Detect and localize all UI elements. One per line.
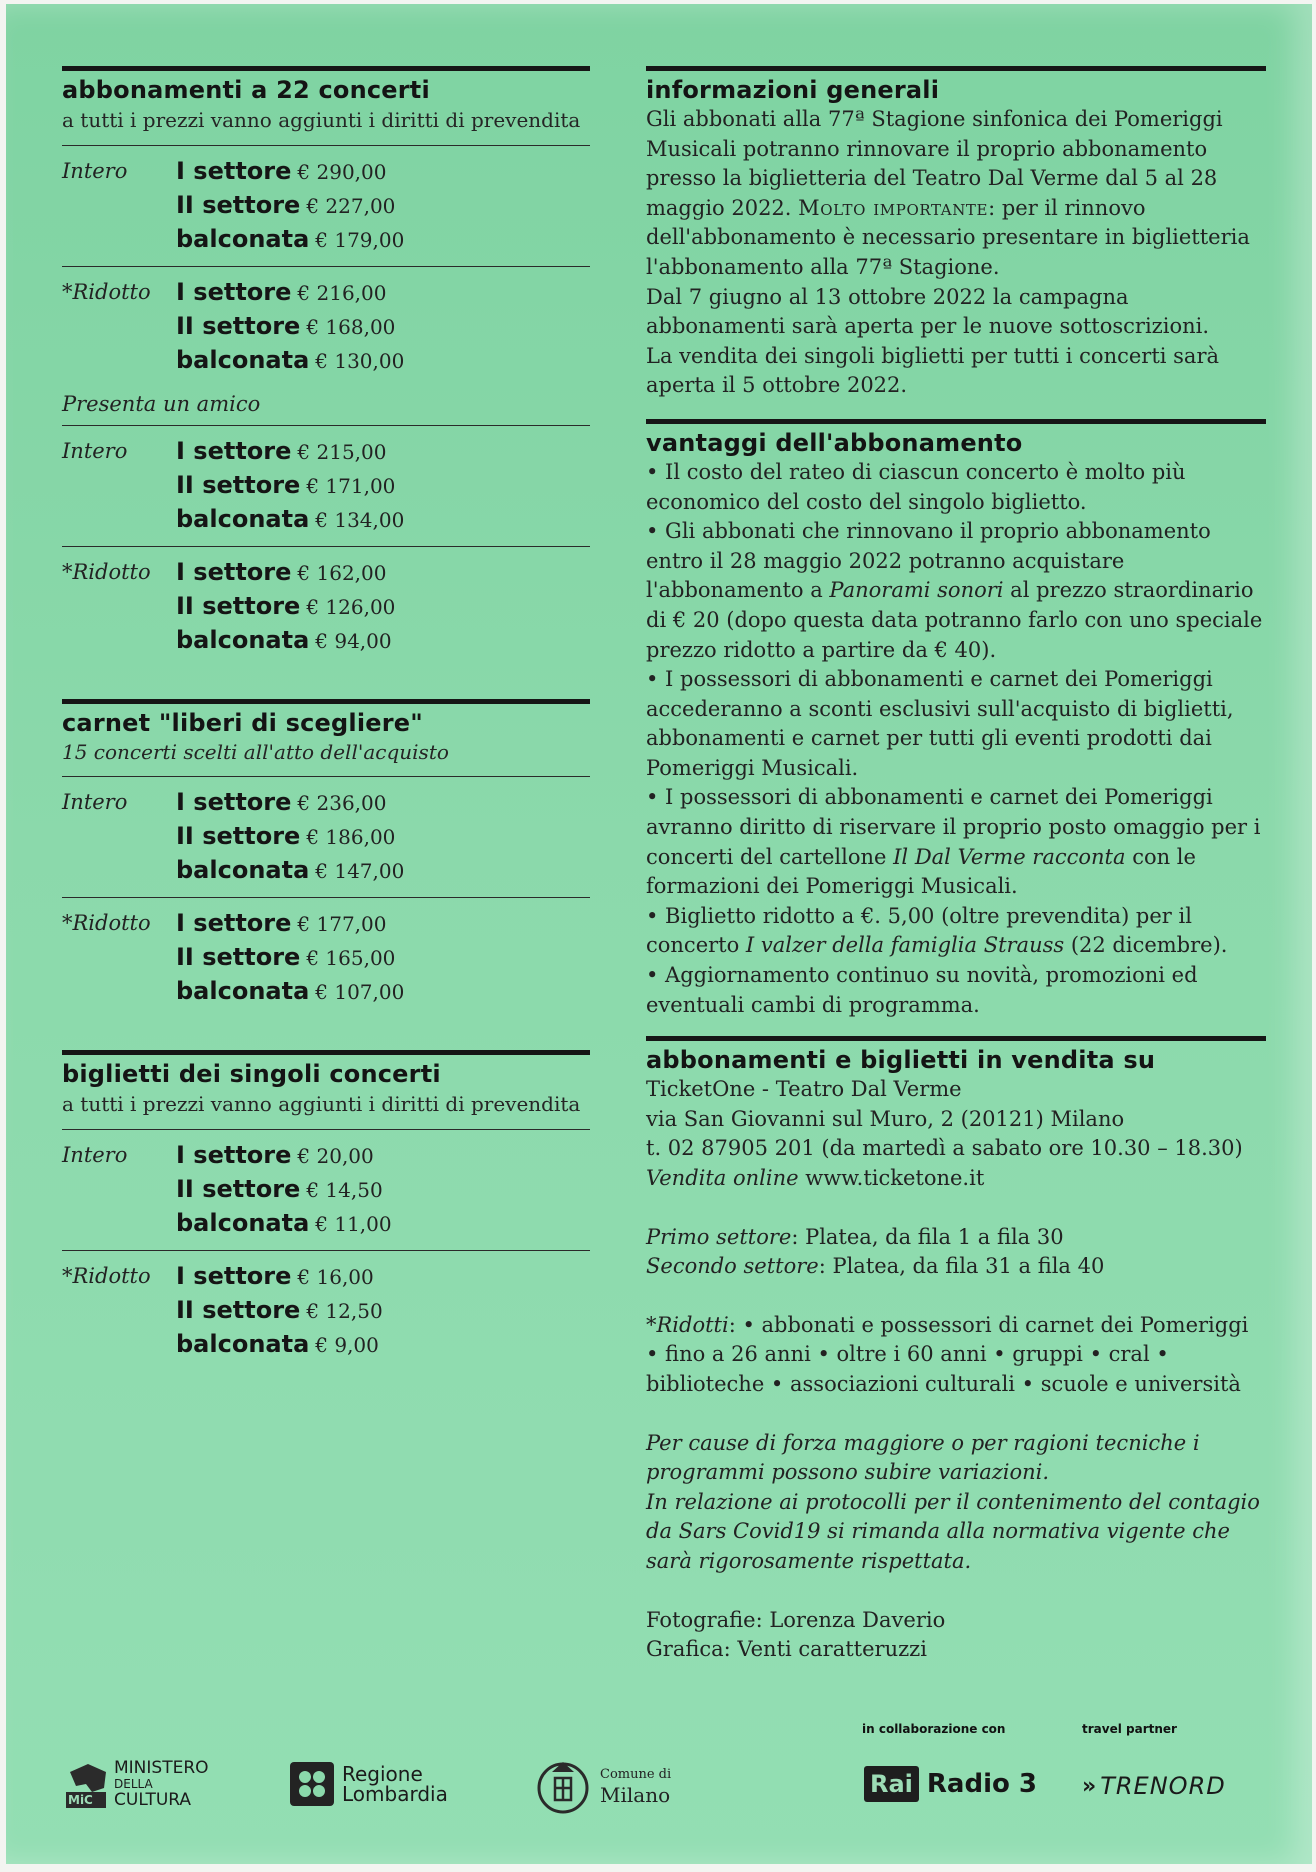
sector-desc: : Platea, da fila 31 a fila 40 [818, 1254, 1105, 1279]
sector-label: I settore [176, 437, 292, 465]
ministero-cultura-logo [64, 1758, 209, 1810]
comune-milano-logo [532, 1754, 671, 1816]
rai-radio3-logo [864, 1766, 1037, 1802]
price-label: Intero [62, 1143, 128, 1167]
price-value: € 215,00 [297, 440, 387, 464]
sector-info [646, 1252, 1266, 1282]
left-column [62, 66, 590, 1371]
sector-label: II settore [176, 191, 301, 219]
price-value: € 147,00 [315, 859, 405, 883]
sector-label: I settore [176, 558, 292, 586]
divider-thick [646, 419, 1266, 424]
bullet-item: • I possessori di abbonamenti e carnet dei Pomeriggi accederanno a sconti esclusivi sull'acquisto di biglietti, abbonamenti e carnet per tutti gli eventi prodotti dai Pomeriggi Musicali. [646, 667, 1234, 780]
section-title-abbonamenti: abbonamenti a 22 concerti [62, 76, 430, 104]
regione-line-1: Regione [342, 1762, 423, 1786]
price-value: € 165,00 [306, 946, 396, 970]
lombardia-rose-icon [290, 1762, 334, 1806]
sector-label: II settore [176, 943, 301, 971]
section-note: a tutti i prezzi vanno aggiunti i diritti di prevendita [62, 1092, 581, 1116]
sector-desc: : Platea, da fila 1 a fila 30 [791, 1224, 1064, 1249]
trenord-logo [1082, 1772, 1226, 1800]
ridotti-desc: : • abbonati e possessori di carnet dei Pomeriggi • fino a 26 anni • oltre i 60 anni • gruppi • cral • biblioteche • associazioni culturali • scuole e università [646, 1312, 1249, 1396]
bullet-text: (22 dicembre). [1064, 933, 1228, 958]
price-value: € 236,00 [297, 791, 387, 815]
sector-info [646, 1223, 1266, 1253]
sector-label: II settore [176, 312, 301, 340]
ridotti-info [646, 1311, 1266, 1400]
price-label: Intero [62, 790, 128, 814]
bullet-item [646, 902, 1266, 961]
trenord-wordmark: TRENORD [1100, 1772, 1226, 1800]
divider-thick [62, 699, 590, 704]
bullet-item: • Aggiornamento continuo su novità, promozioni ed eventuali cambi di programma. [646, 963, 1198, 1017]
divider-thick [646, 1036, 1266, 1041]
section-note: 15 concerti scelti all'atto dell'acquisto [62, 740, 449, 764]
price-value: € 14,50 [306, 1178, 383, 1202]
sector-label: balconata [176, 856, 310, 884]
radio3-label: Radio 3 [926, 1769, 1037, 1799]
regione-lombardia-logo [290, 1762, 448, 1806]
price-value: € 227,00 [306, 194, 396, 218]
price-value: € 168,00 [306, 315, 396, 339]
section-title-carnet: carnet "liberi di scegliere" [62, 709, 423, 737]
section-title-biglietti: biglietti dei singoli concerti [62, 1060, 441, 1088]
info-paragraph: La vendita dei singoli biglietti per tutti i concerti sarà aperta il 5 ottobre 2022. [646, 343, 1220, 398]
price-value: € 177,00 [297, 912, 387, 936]
divider-thick [646, 66, 1266, 71]
sector-label: II settore [176, 1175, 301, 1203]
collab-label: in collaborazione con [862, 1722, 1006, 1736]
price-label: Intero [62, 439, 128, 463]
sector-label: I settore [176, 278, 292, 306]
price-label: *Ridotto [62, 560, 151, 584]
info-paragraph [646, 105, 1266, 283]
price-value: € 94,00 [315, 629, 392, 653]
bullet-text: al prezzo straordinario di € 20 (dopo questa data potranno farlo con uno speciale prezzo ridotto a partire da € 40). [646, 578, 1263, 662]
sector-label: balconata [176, 1330, 310, 1358]
bullet-text: • Gli abbonati che rinnovano il proprio abbonamento entro il 28 maggio 2022 potranno acquistare l'abbonamento a [646, 519, 1211, 603]
bullet-item: • Il costo del rateo di ciascun concerto è molto più economico del costo del singolo biglietto. [646, 459, 1186, 514]
sector-label: balconata [176, 346, 310, 374]
travel-label: travel partner [1082, 1722, 1177, 1736]
bullet-title: Panorami sonori [829, 578, 1004, 603]
info-text: : per il rinnovo dell'abbonamento è necessario presentare in biglietteria l'abbonamento alla 77ª Stagione. [646, 195, 1250, 279]
price-block-intero-amico [62, 426, 590, 546]
covid-note: In relazione ai protocolli per il contenimento del contagio da Sars Covid19 si rimanda alla normativa vigente che sarà rigorosamente rispettata. [646, 1489, 1260, 1573]
section-title-vantaggi: vantaggi dell'abbonamento [646, 428, 1023, 457]
sector-label: I settore [176, 788, 292, 816]
price-value: € 12,50 [306, 1299, 383, 1323]
sales-online [646, 1164, 1266, 1194]
ministero-line-2: DELLA [114, 1777, 153, 1791]
price-value: € 179,00 [315, 228, 405, 252]
bullet-text: con le formazioni dei Pomeriggi Musicali. [646, 844, 1196, 899]
price-label: *Ridotto [62, 280, 151, 304]
regione-line-2: Lombardia [342, 1782, 448, 1806]
ridotti-label: *Ridotti [646, 1312, 729, 1337]
sector-label: II settore [176, 592, 301, 620]
credits-photo: Fotografie: Lorenza Daverio [646, 1607, 946, 1632]
online-url[interactable]: www.ticketone.it [798, 1166, 985, 1190]
comune-line-1: Comune di [600, 1767, 672, 1782]
footer-logos [6, 1704, 1312, 1824]
ministero-line-1: MINISTERO [114, 1758, 209, 1778]
ministero-line-3: CULTURA [114, 1790, 192, 1810]
sales-address: via San Giovanni sul Muro, 2 (20121) Milano [646, 1106, 1125, 1131]
presenta-un-amico-label: Presenta un amico [62, 392, 261, 416]
bullet-text: • Biglietto ridotto a €. 5,00 (oltre prevendita) per il concerto [646, 903, 1192, 958]
bullet-item [646, 517, 1266, 665]
price-value: € 20,00 [297, 1144, 374, 1168]
price-value: € 126,00 [306, 595, 396, 619]
sector-label: I settore [176, 1262, 292, 1290]
disclaimer-note: Per cause di forza maggiore o per ragioni tecniche i programmi possono subire variazioni. [646, 1430, 1200, 1485]
brochure-page [6, 4, 1312, 1864]
sector-name: Primo settore [646, 1224, 792, 1249]
sector-label: II settore [176, 471, 301, 499]
sector-label: balconata [176, 626, 310, 654]
sector-label: I settore [176, 157, 292, 185]
price-label: Intero [62, 159, 128, 183]
bullet-title: I valzer della famiglia Strauss [745, 933, 1065, 958]
sales-line: TicketOne - Teatro Dal Verme [646, 1077, 962, 1102]
price-value: € 134,00 [315, 508, 405, 532]
trenord-arrow-icon: » [1082, 1773, 1097, 1799]
sector-label: I settore [176, 1141, 292, 1169]
price-block-ridotto [62, 898, 590, 1018]
ministero-emblem-icon [64, 1758, 112, 1810]
info-paragraph: Dal 7 giugno al 13 ottobre 2022 la campagna abbonamenti sarà aperta per le nuove sottoscrizioni. [646, 284, 1210, 339]
price-value: € 130,00 [315, 349, 405, 373]
price-value: € 11,00 [315, 1212, 392, 1236]
bullet-item [646, 783, 1266, 901]
price-value: € 290,00 [297, 160, 387, 184]
price-label: *Ridotto [62, 911, 151, 935]
price-value: € 16,00 [297, 1265, 374, 1289]
sector-label: balconata [176, 1209, 310, 1237]
divider-thick [62, 66, 590, 71]
milano-crest-icon [532, 1754, 594, 1816]
price-label: *Ridotto [62, 1264, 151, 1288]
price-block-ridotto-amico [62, 547, 590, 667]
mic-label: MiC [68, 1793, 93, 1807]
section-title-informazioni: informazioni generali [646, 76, 940, 104]
price-value: € 162,00 [297, 561, 387, 585]
sector-label: II settore [176, 1296, 301, 1324]
sector-name: Secondo settore [646, 1254, 819, 1279]
sector-label: balconata [176, 225, 310, 253]
price-value: € 107,00 [315, 980, 405, 1004]
price-value: € 186,00 [306, 825, 396, 849]
price-block-intero [62, 1130, 590, 1250]
rai-badge: Rai [864, 1766, 919, 1802]
sector-label: II settore [176, 822, 301, 850]
price-value: € 9,00 [315, 1333, 379, 1357]
right-column [646, 66, 1266, 1665]
price-block-intero [62, 777, 590, 897]
credits-graphics: Grafica: Venti caratteruzzi [646, 1637, 927, 1662]
price-block-ridotto [62, 267, 590, 387]
online-label: Vendita online [646, 1166, 799, 1190]
section-title-vendita: abbonamenti e biglietti in vendita su [646, 1046, 1156, 1075]
bullet-title: Il Dal Verme racconta [893, 844, 1126, 869]
sector-label: balconata [176, 505, 310, 533]
price-value: € 216,00 [297, 281, 387, 305]
price-block-intero [62, 146, 590, 266]
price-value: € 171,00 [306, 474, 396, 498]
price-block-ridotto [62, 1251, 590, 1371]
info-emphasis: Molto importante [798, 195, 989, 220]
comune-line-2: Milano [600, 1783, 671, 1807]
section-note: a tutti i prezzi vanno aggiunti i diritti di prevendita [62, 108, 581, 132]
info-text: Gli abbonati alla 77ª Stagione sinfonica dei Pomeriggi Musicali potranno rinnovare il proprio abbonamento presso la biglietteria del Teatro Dal Verme dal 5 al 28 maggio 2022. [646, 107, 1223, 220]
sales-phone: t. 02 87905 201 (da martedì a sabato ore 10.30 – 18.30) [646, 1136, 1243, 1161]
sector-label: I settore [176, 909, 292, 937]
bullet-text: • I possessori di abbonamenti e carnet dei Pomeriggi avranno diritto di riservare il proprio posto omaggio per i concerti del cartellone [646, 785, 1261, 869]
sector-label: balconata [176, 977, 310, 1005]
divider-thick [62, 1050, 590, 1055]
